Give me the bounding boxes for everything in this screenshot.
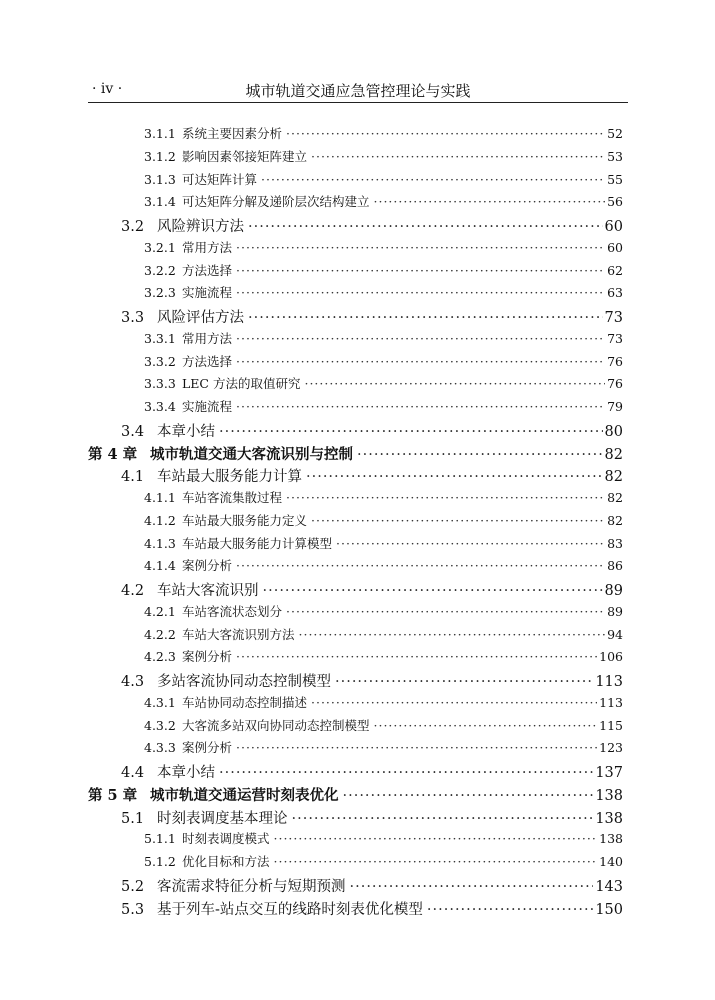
dot-leader [236,354,605,369]
toc-entry-number: 3.1.4 [144,194,176,210]
toc-entry-title: 案例分析 [182,649,233,665]
toc-entry-number: 4.3 [121,674,145,690]
toc-entry-page: 106 [599,649,623,665]
toc-entry-page: 140 [599,854,623,869]
toc-entry-number: 3.1.2 [144,148,176,164]
toc-entry[interactable] [88,784,623,805]
toc-entry[interactable] [144,852,623,870]
toc-entry[interactable] [121,761,623,782]
toc-entry-page: 52 [607,126,623,141]
toc-entry-title: 常用方法 [182,239,233,255]
toc-entry-number: 4.3.1 [144,694,176,710]
dot-leader [261,172,605,187]
toc-entry-page: 138 [595,810,623,827]
toc-entry[interactable] [144,716,623,734]
toc-entry-title: 本章小结 [157,765,215,781]
toc-entry-page: 62 [607,262,623,278]
dot-leader [335,674,593,690]
toc-entry[interactable] [144,238,623,256]
toc-entry-number: 4.4 [121,765,145,781]
dot-leader [374,718,598,733]
dot-leader [219,765,593,781]
dot-leader [304,376,605,391]
toc-entry[interactable] [144,124,623,142]
toc-entry[interactable] [121,306,623,327]
toc-entry-number: 第 4 章 [88,445,138,463]
toc-entry-title: 大客流多站双向协同动态控制模型 [182,717,370,733]
toc-entry-title: 方法选择 [182,262,233,278]
toc-entry-page: 138 [599,831,623,847]
toc-entry-page: 79 [607,399,623,414]
dot-leader [306,469,603,485]
toc-entry[interactable] [144,556,623,574]
dot-leader [311,513,605,528]
toc-entry-number: 4.1.4 [144,558,176,574]
toc-entry[interactable] [144,147,623,165]
toc-entry-page: 63 [607,285,623,301]
dot-leader [357,447,603,463]
dot-leader [236,649,597,664]
dot-leader [236,240,605,255]
toc-entry-number: 5.3 [121,901,145,918]
toc-entry-page: 56 [607,194,623,210]
toc-entry-title: 风险评估方法 [157,310,244,326]
toc-entry-number: 3.2 [121,219,145,235]
toc-entry-page: 89 [607,603,623,619]
toc-entry-title: 时刻表调度基本理论 [157,810,288,827]
toc-entry-title: 常用方法 [182,330,233,346]
toc-entry-page: 76 [607,353,623,369]
toc-entry-page: 113 [595,674,623,690]
toc-entry-title: 基于列车-站点交互的线路时刻表优化模型 [157,901,423,918]
toc-entry-number: 3.1.3 [144,171,176,187]
toc-entry-page: 123 [599,740,623,756]
toc-entry-title: 城市轨道交通运营时刻表优化 [150,786,339,804]
toc-entry-number: 5.2 [121,878,145,895]
toc-entry[interactable] [144,397,623,415]
dot-leader [286,604,605,619]
toc-entry[interactable] [121,670,623,691]
toc-entry[interactable] [144,738,623,756]
toc-entry-page: 73 [607,330,623,346]
toc-entry-number: 5.1.2 [144,854,176,869]
toc-entry[interactable] [144,283,623,301]
toc-entry-title: 方法选择 [182,353,233,369]
toc-entry-title: 案例分析 [182,740,233,756]
toc-entry[interactable] [144,829,623,847]
toc-entry-title: 案例分析 [182,558,233,574]
toc-entry[interactable] [121,807,623,828]
toc-entry-title: 本章小结 [157,423,215,440]
toc-entry-number: 3.2.2 [144,262,176,278]
toc-entry[interactable] [144,625,623,643]
toc-entry[interactable] [121,898,623,919]
dot-leader [286,126,605,141]
toc-entry[interactable] [121,579,623,600]
toc-entry[interactable] [144,647,623,665]
toc-entry[interactable] [88,443,623,464]
toc-entry-title: LEC 方法的取值研究 [182,376,301,392]
toc-entry-number: 4.2.2 [144,626,176,642]
dot-leader [236,285,605,300]
toc-entry-number: 3.3 [121,310,145,326]
dot-leader [299,627,606,642]
toc-entry-page: 80 [604,423,623,440]
toc-entry-title: 实施流程 [182,399,233,414]
dot-leader [236,331,605,346]
toc-entry-title: 可达矩阵分解及递阶层次结构建立 [182,194,370,210]
toc-entry[interactable] [144,693,623,711]
toc-entry-number: 3.3.3 [144,376,176,392]
toc-entry[interactable] [144,261,623,279]
dot-leader [343,788,594,804]
toc-entry-number: 第 5 章 [88,786,138,804]
toc-entry-title: 时刻表调度模式 [182,831,270,847]
dot-leader [236,740,597,755]
toc-entry-number: 4.1.2 [144,512,176,528]
dot-leader [311,149,605,164]
toc-entry-page: 82 [604,469,623,486]
toc-entry-title: 优化目标和方法 [182,854,270,869]
toc-entry-title: 车站最大服务能力计算 [157,469,302,486]
toc-entry[interactable] [144,488,623,506]
toc-entry[interactable] [144,511,623,529]
toc-entry[interactable] [144,192,623,210]
toc-entry-number: 5.1 [121,810,145,827]
toc-entry-title: 影响因素邻接矩阵建立 [182,148,308,164]
toc-entry-number: 4.2 [121,583,145,599]
toc-entry-number: 4.3.2 [144,717,176,733]
dot-leader [236,399,605,414]
dot-leader [292,811,594,827]
toc-entry-page: 150 [595,901,623,918]
dot-leader [274,831,598,846]
dot-leader [311,695,597,710]
toc-entry-page: 76 [607,376,623,392]
dot-leader [427,902,593,918]
toc-entry-title: 车站大客流识别方法 [182,626,295,642]
toc-entry-number: 3.3.1 [144,330,176,346]
dot-leader [248,219,603,235]
toc-entry-number: 3.4 [121,423,145,440]
toc-entry[interactable] [121,215,623,236]
toc-entry-title: 车站协同动态控制描述 [182,694,308,710]
toc-entry-page: 55 [607,171,623,187]
toc-entry-page: 113 [599,694,623,710]
toc-entry-page: 115 [599,717,623,733]
toc-entry-number: 4.1 [121,469,145,486]
toc-entry[interactable] [144,170,623,188]
toc-entry[interactable] [144,329,623,347]
toc-entry-page: 143 [595,878,623,895]
toc-entry-page: 94 [607,626,623,642]
toc-entry-page: 60 [607,239,623,255]
toc-entry-page: 73 [604,310,623,326]
running-header [88,80,628,103]
toc-entry-title: 实施流程 [182,285,233,301]
toc-entry-number: 4.3.3 [144,740,176,756]
toc-entry-page: 137 [595,765,623,781]
dot-leader [274,854,598,869]
toc-entry[interactable] [144,534,623,552]
toc-entry-number: 5.1.1 [144,831,176,847]
dot-leader [263,583,603,599]
toc-entry-page: 82 [604,446,623,463]
toc-entry-title: 车站最大服务能力计算模型 [182,535,333,551]
toc-entry-page: 60 [604,219,623,235]
dot-leader [236,558,605,573]
toc-entry-title: 可达矩阵计算 [182,171,258,187]
toc-entry-page: 86 [607,558,623,574]
dot-leader [336,536,605,551]
toc-entry[interactable] [121,420,623,441]
toc-entry[interactable] [144,374,623,392]
toc-entry-number: 3.3.2 [144,353,176,369]
toc-entry-title: 系统主要因素分析 [182,126,283,141]
page-number: · iv · [92,81,123,97]
dot-leader [236,263,605,278]
toc-entry-title: 城市轨道交通大客流识别与控制 [150,445,353,463]
dot-leader [350,879,594,895]
toc-entry-number: 4.1.3 [144,535,176,551]
toc-entry-title: 车站最大服务能力定义 [182,512,308,528]
toc-entry[interactable] [121,875,623,896]
toc-entry-page: 83 [607,535,623,551]
toc-entry-title: 风险辨识方法 [157,219,244,235]
toc-entry-page: 82 [607,512,623,528]
toc-entry-number: 3.1.1 [144,126,176,141]
toc-entry[interactable] [144,602,623,620]
toc-entry-number: 3.3.4 [144,399,176,414]
toc-entry-number: 4.2.3 [144,649,176,665]
toc-entry-number: 3.2.1 [144,239,176,255]
toc-entry-title: 车站客流状态划分 [182,603,283,619]
toc-entry[interactable] [144,352,623,370]
toc-entry-page: 82 [607,490,623,505]
toc-entry-title: 车站客流集散过程 [182,490,283,505]
toc-entry-number: 4.2.1 [144,603,176,619]
toc-entry-page: 53 [607,148,623,164]
toc-entry-title: 多站客流协同动态控制模型 [157,674,331,690]
running-title: 城市轨道交通应急管控理论与实践 [245,82,471,100]
toc-entry-page: 89 [604,583,623,599]
toc-entry[interactable] [121,465,623,486]
dot-leader [219,424,603,440]
toc-entry-title: 车站大客流识别 [157,583,259,599]
dot-leader [374,194,606,209]
toc-entry-page: 138 [595,787,623,804]
toc-entry-number: 4.1.1 [144,490,176,505]
toc-entry-number: 3.2.3 [144,285,176,301]
dot-leader [286,490,605,505]
toc-entry-title: 客流需求特征分析与短期预测 [157,878,346,895]
dot-leader [248,310,603,326]
